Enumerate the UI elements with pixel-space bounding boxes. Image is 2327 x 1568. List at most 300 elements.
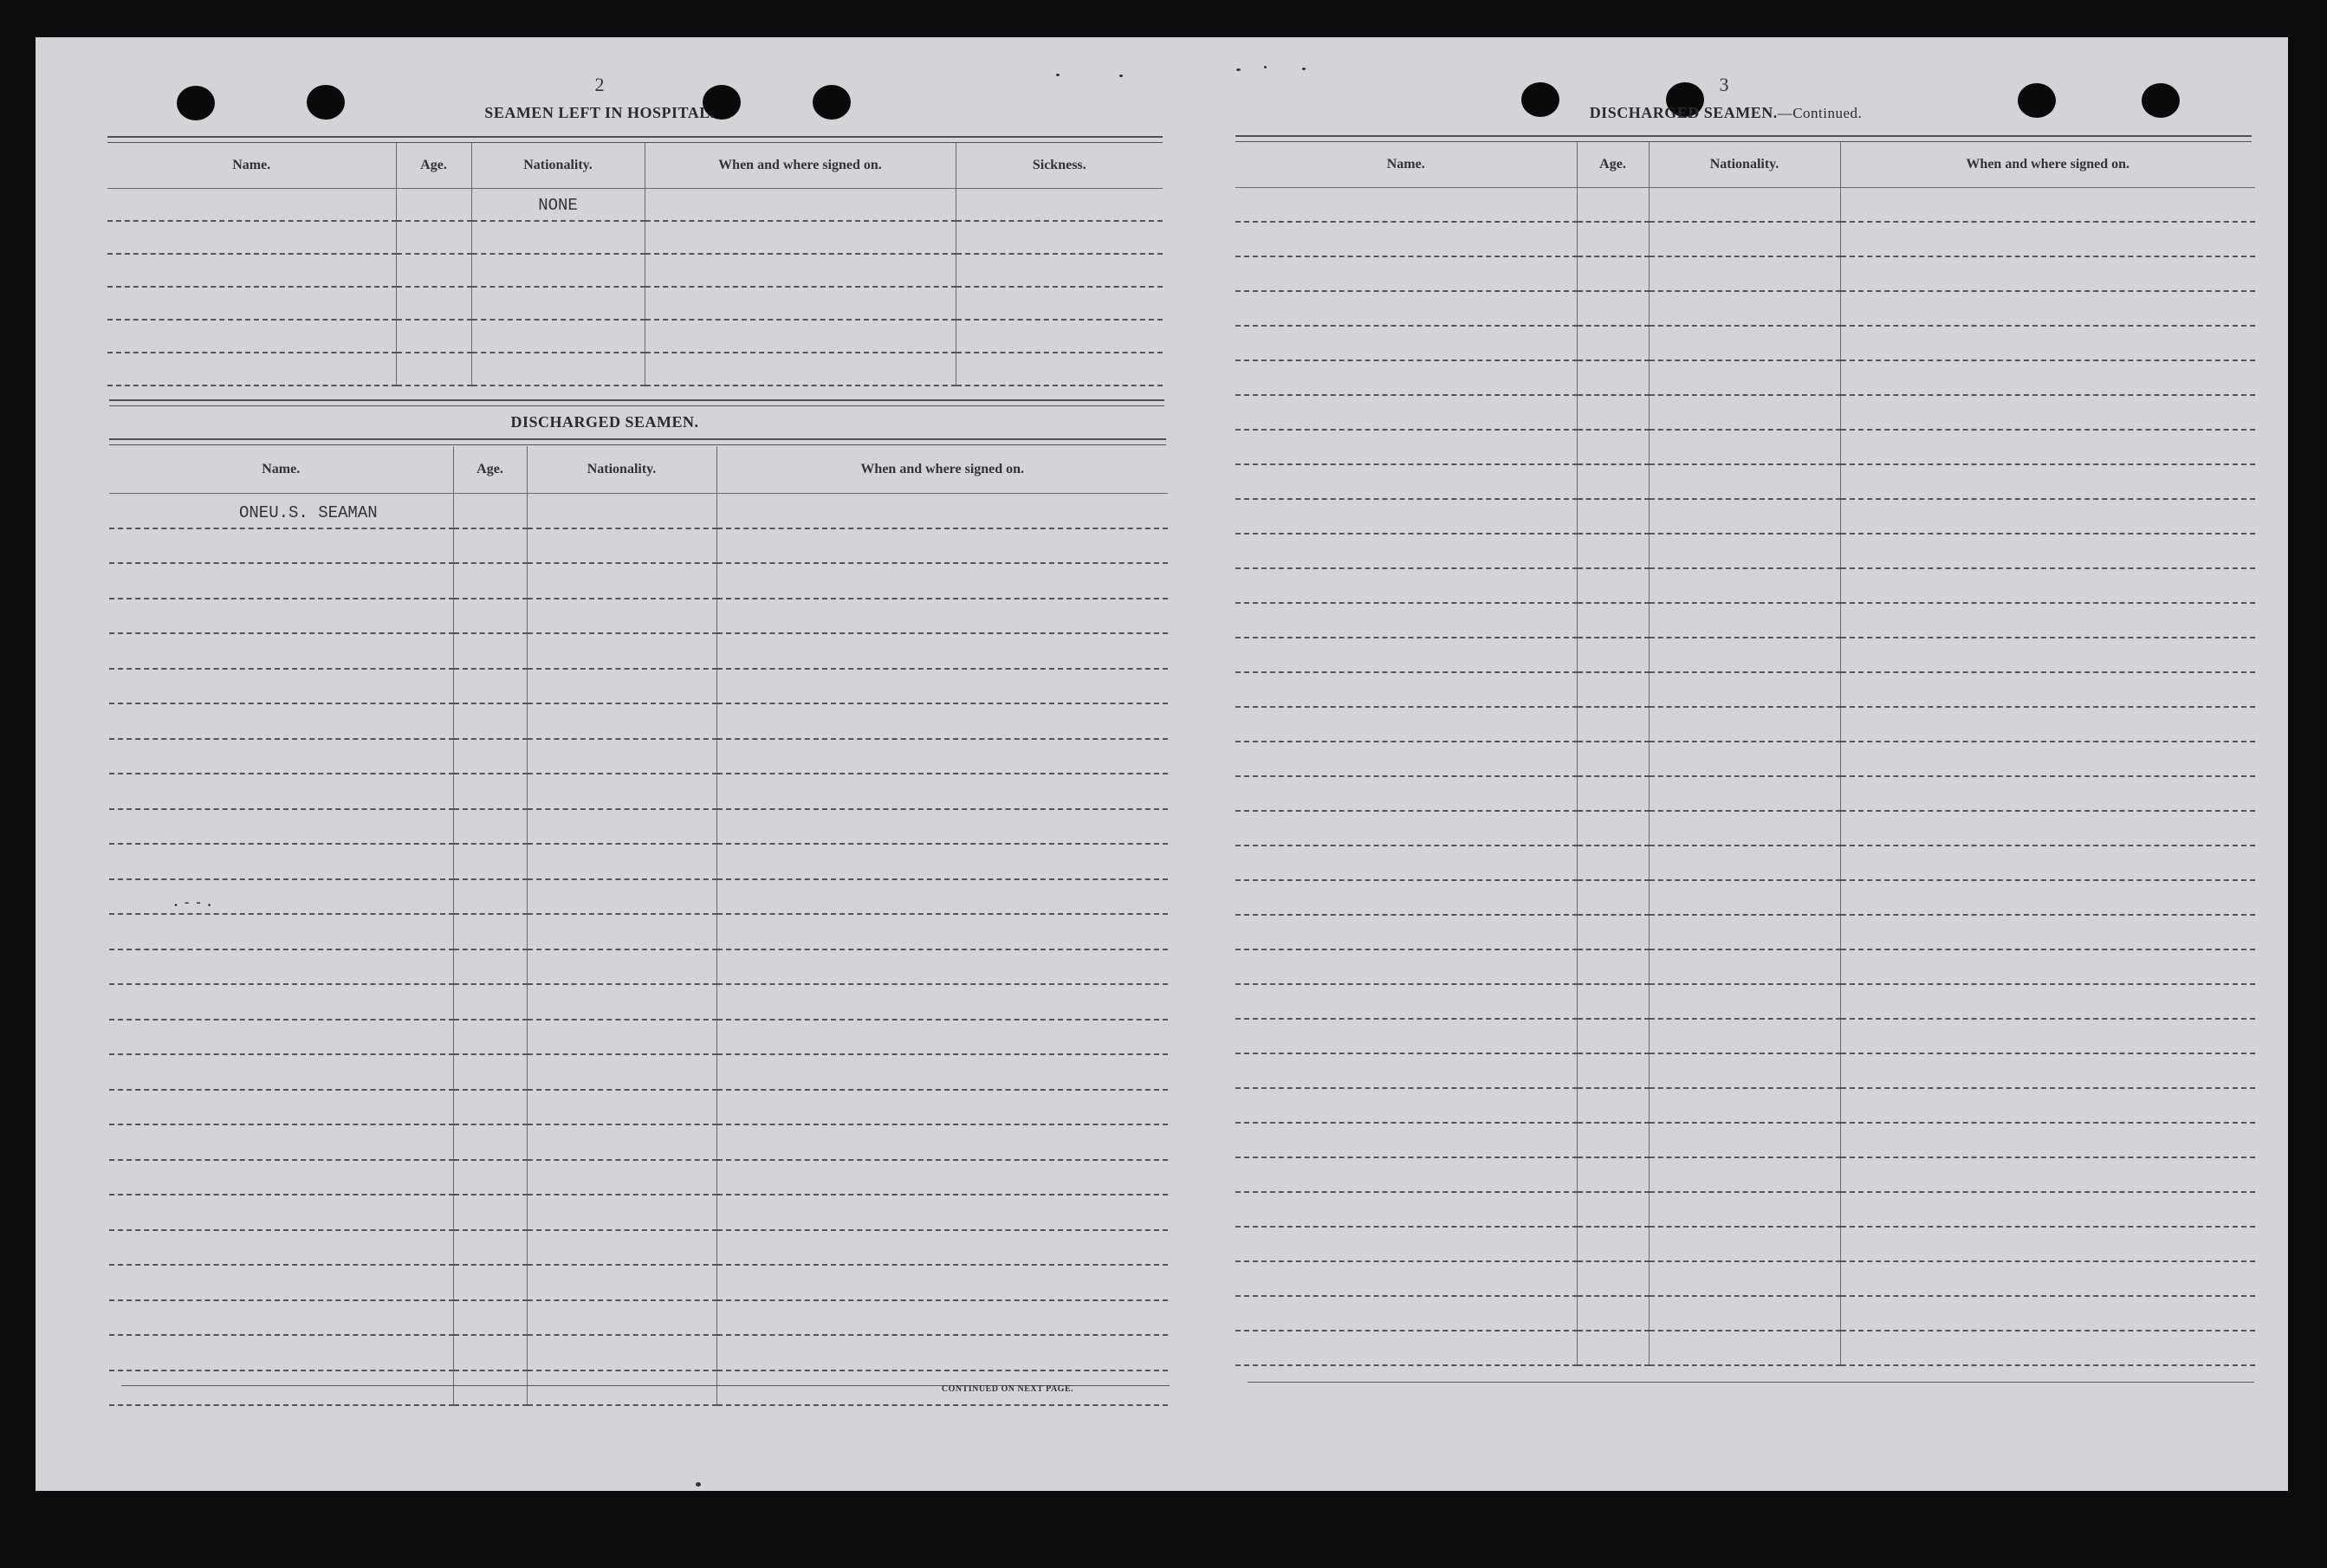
table-cell (716, 1230, 1168, 1266)
table-cell (645, 353, 956, 386)
table-cell (1649, 742, 1840, 776)
table-header-row (1235, 142, 2255, 187)
punch-hole (1521, 82, 1559, 117)
table-cell (1235, 915, 1577, 949)
table-cell (1649, 880, 1840, 915)
discharged-continued-title (1590, 104, 1863, 122)
table-row (109, 879, 1168, 915)
table-cell (1649, 1192, 1840, 1227)
page-number-left: 2 (594, 74, 605, 95)
table-cell (1235, 603, 1577, 638)
table-row (1235, 672, 2255, 707)
table-cell (453, 1124, 527, 1160)
table-cell (1577, 603, 1649, 638)
table-cell (1235, 672, 1577, 707)
table-cell (1235, 326, 1577, 360)
table-cell (107, 254, 396, 287)
table-cell (716, 703, 1168, 739)
table-cell (1649, 915, 1840, 949)
table-cell (1649, 187, 1840, 222)
table-cell (1649, 568, 1840, 603)
table-cell (716, 493, 1168, 528)
scan-speck (1056, 74, 1060, 76)
table-cell (109, 879, 453, 915)
table-row (1235, 984, 2255, 1019)
table-cell (1577, 187, 1649, 222)
table-cell (1235, 256, 1577, 291)
table-cell (527, 1090, 716, 1125)
table-cell (1840, 707, 2255, 742)
table-cell (1577, 707, 1649, 742)
table-cell (1577, 638, 1649, 672)
table-cell (1577, 499, 1649, 534)
table-cell (716, 774, 1168, 809)
table-cell (453, 633, 527, 669)
table-cell (716, 1054, 1168, 1090)
table-cell (1235, 1227, 1577, 1261)
table-cell (1577, 464, 1649, 499)
table-cell (1235, 638, 1577, 672)
column-header-sickness: Sickness. (956, 143, 1163, 188)
table-cell (1577, 915, 1649, 949)
table-cell (1840, 395, 2255, 430)
column-header-age: Age. (453, 446, 527, 493)
table-cell (453, 809, 527, 845)
table-cell (1577, 395, 1649, 430)
table-cell (956, 188, 1163, 221)
table-cell (1840, 534, 2255, 568)
table-cell (645, 287, 956, 320)
table-cell (396, 320, 471, 353)
table-cell (1235, 499, 1577, 534)
table-cell (1235, 222, 1577, 256)
table-cell (1840, 1227, 2255, 1261)
table-cell (1840, 915, 2255, 949)
table-cell (1577, 880, 1649, 915)
table-cell (453, 1300, 527, 1336)
table-cell (396, 254, 471, 287)
table-row (1235, 256, 2255, 291)
table-cell (527, 809, 716, 845)
table-cell (527, 669, 716, 704)
table-cell (453, 984, 527, 1020)
column-header-name: Name. (109, 446, 453, 493)
table-cell (453, 1335, 527, 1370)
table-cell (527, 774, 716, 809)
table-cell (716, 633, 1168, 669)
table-cell (645, 221, 956, 254)
table-cell (527, 1054, 716, 1090)
table-cell (1577, 1053, 1649, 1088)
table-cell (1235, 1053, 1577, 1088)
table-cell (453, 844, 527, 879)
table-cell (109, 774, 453, 809)
title-text: DISCHARGED SEAMEN. (1589, 104, 1778, 121)
table-cell (1577, 742, 1649, 776)
table-cell (1577, 1227, 1649, 1261)
table-cell (1649, 707, 1840, 742)
table-cell (956, 287, 1163, 320)
table-cell (453, 669, 527, 704)
table-cell (109, 493, 453, 528)
table-cell (107, 287, 396, 320)
table-cell (1840, 222, 2255, 256)
table-cell (1840, 187, 2255, 222)
table-cell (1235, 1157, 1577, 1192)
table-row (1235, 499, 2255, 534)
table-cell (527, 1230, 716, 1266)
table-cell (107, 320, 396, 353)
table-row (109, 739, 1168, 774)
table-cell (1235, 707, 1577, 742)
table-cell (716, 844, 1168, 879)
table-row (109, 1195, 1168, 1230)
table-row (1235, 915, 2255, 949)
table-cell (527, 1124, 716, 1160)
table-cell (1577, 846, 1649, 880)
table-cell (1649, 1088, 1840, 1123)
table-cell (1649, 534, 1840, 568)
table-cell (453, 599, 527, 634)
table-row (1235, 534, 2255, 568)
table-cell (1840, 1088, 2255, 1123)
table-row (109, 1020, 1168, 1055)
table-row (109, 914, 1168, 949)
table-cell (1649, 256, 1840, 291)
table-row (1235, 603, 2255, 638)
table-cell (1840, 672, 2255, 707)
table-cell (716, 809, 1168, 845)
table-cell (1840, 499, 2255, 534)
table-row (107, 353, 1163, 386)
table-cell (471, 221, 645, 254)
table-cell (1840, 291, 2255, 326)
table-row (109, 774, 1168, 809)
table-row (1235, 360, 2255, 395)
table-cell (453, 914, 527, 949)
table-row (109, 1124, 1168, 1160)
column-header-age: Age. (1577, 142, 1649, 187)
table-row (109, 1300, 1168, 1336)
table-cell (1577, 291, 1649, 326)
table-row (109, 599, 1168, 634)
table-cell (645, 188, 956, 221)
seamen-left-in-hospital-table (107, 143, 1163, 386)
table-row (109, 1160, 1168, 1195)
table-cell (1840, 1053, 2255, 1088)
table-cell (453, 703, 527, 739)
table-cell (956, 320, 1163, 353)
bottom-rule (1248, 1382, 2254, 1383)
table-cell (527, 984, 716, 1020)
table-cell (527, 493, 716, 528)
table-cell (716, 563, 1168, 599)
table-cell (1649, 395, 1840, 430)
table-cell (1577, 256, 1649, 291)
table-row (1235, 395, 2255, 430)
double-rule (1235, 135, 2252, 142)
table-cell (109, 563, 453, 599)
table-cell (1840, 1261, 2255, 1296)
table-cell (1649, 326, 1840, 360)
table-cell (109, 844, 453, 879)
table-cell (109, 739, 453, 774)
punch-hole (2142, 83, 2180, 118)
table-cell (1577, 1296, 1649, 1331)
table-cell (527, 599, 716, 634)
table-cell (109, 984, 453, 1020)
table-cell (1577, 222, 1649, 256)
table-cell (956, 221, 1163, 254)
double-rule (109, 399, 1164, 406)
table-cell (1577, 672, 1649, 707)
table-cell (1235, 1331, 1577, 1365)
table-cell (109, 1265, 453, 1300)
table-row (1235, 1019, 2255, 1053)
table-row (109, 1335, 1168, 1370)
table-row (109, 1054, 1168, 1090)
table-cell (1235, 1261, 1577, 1296)
table-cell (109, 1090, 453, 1125)
punch-hole (813, 85, 851, 120)
table-cell (1577, 1261, 1649, 1296)
table-cell (527, 844, 716, 879)
scan-speck (1119, 75, 1123, 77)
table-cell (1649, 1296, 1840, 1331)
table-cell (1840, 776, 2255, 811)
table-row (109, 703, 1168, 739)
table-cell (527, 633, 716, 669)
discharged-seamen-table (109, 446, 1168, 1406)
title-suffix: —Continued. (1777, 105, 1863, 121)
table-cell (453, 1195, 527, 1230)
table-cell (107, 188, 396, 221)
table-cell (453, 1020, 527, 1055)
table-cell (1840, 846, 2255, 880)
table-cell (109, 809, 453, 845)
table-cell (716, 984, 1168, 1020)
table-cell (716, 1124, 1168, 1160)
column-header-name: Name. (107, 143, 396, 188)
page-number-right: 3 (1719, 74, 1729, 95)
table-cell (109, 914, 453, 949)
punch-hole (307, 85, 345, 120)
table-cell (1649, 430, 1840, 464)
table-row (109, 563, 1168, 599)
continued-footnote: CONTINUED ON NEXT PAGE. (941, 1384, 1074, 1394)
table-cell (527, 914, 716, 949)
table-cell (1235, 776, 1577, 811)
table-cell (527, 1020, 716, 1055)
table-cell (527, 1370, 716, 1406)
table-cell (956, 254, 1163, 287)
table-cell (1235, 984, 1577, 1019)
table-cell (527, 1335, 716, 1370)
table-cell (109, 1230, 453, 1266)
table-cell (109, 669, 453, 704)
table-row (109, 493, 1168, 528)
table-cell (453, 528, 527, 564)
table-cell (1649, 949, 1840, 984)
table-cell (1649, 984, 1840, 1019)
cell-value: ONEU.S. SEAMAN (239, 502, 378, 522)
table-cell (109, 949, 453, 985)
table-row (109, 844, 1168, 879)
table-cell (1577, 984, 1649, 1019)
table-cell (527, 1160, 716, 1195)
table-cell (1840, 1019, 2255, 1053)
table-cell (1235, 880, 1577, 915)
table-row (1235, 880, 2255, 915)
table-row (1235, 1053, 2255, 1088)
table-cell (396, 188, 471, 221)
table-cell (716, 599, 1168, 634)
cell-value: NONE (538, 196, 578, 215)
table-row (109, 984, 1168, 1020)
table-cell (471, 254, 645, 287)
table-cell (109, 1020, 453, 1055)
table-cell (453, 879, 527, 915)
table-cell (396, 353, 471, 386)
table-cell (1649, 811, 1840, 846)
table-cell (1649, 1227, 1840, 1261)
column-header-signed-on: When and where signed on. (645, 143, 956, 188)
table-cell (453, 949, 527, 985)
table-cell (453, 774, 527, 809)
table-header-row (109, 446, 1168, 493)
table-row (109, 528, 1168, 564)
table-cell (645, 320, 956, 353)
table-cell (716, 1020, 1168, 1055)
table-row (1235, 949, 2255, 984)
punch-hole (2018, 83, 2056, 118)
table-row (1235, 1157, 2255, 1192)
table-cell (1649, 638, 1840, 672)
table-cell (716, 1090, 1168, 1125)
table-row (1235, 1296, 2255, 1331)
table-row (1235, 222, 2255, 256)
table-cell (1577, 1019, 1649, 1053)
table-cell (1649, 1123, 1840, 1157)
table-cell (527, 1195, 716, 1230)
table-cell (1649, 1261, 1840, 1296)
scan-speck (1302, 68, 1306, 70)
table-cell (1840, 603, 2255, 638)
table-row (1235, 1088, 2255, 1123)
table-cell (1649, 1157, 1840, 1192)
table-cell (645, 254, 956, 287)
table-cell (1235, 430, 1577, 464)
table-cell (1235, 464, 1577, 499)
table-cell (1577, 360, 1649, 395)
column-header-nationality: Nationality. (1649, 142, 1840, 187)
table-cell (1577, 949, 1649, 984)
table-cell (1840, 430, 2255, 464)
table-row (1235, 1331, 2255, 1365)
table-cell (1840, 742, 2255, 776)
table-cell (1235, 534, 1577, 568)
table-cell (527, 528, 716, 564)
table-cell (527, 739, 716, 774)
table-row (1235, 326, 2255, 360)
table-row (1235, 638, 2255, 672)
table-cell (527, 1300, 716, 1336)
table-row (109, 1230, 1168, 1266)
table-row (109, 1265, 1168, 1300)
table-cell (1840, 568, 2255, 603)
column-header-nationality: Nationality. (527, 446, 716, 493)
table-cell (453, 1265, 527, 1300)
table-cell (1840, 984, 2255, 1019)
table-cell (1840, 1123, 2255, 1157)
table-cell (107, 353, 396, 386)
column-header-signed-on: When and where signed on. (716, 446, 1168, 493)
scan-speck (1236, 68, 1241, 71)
table-row (1235, 742, 2255, 776)
table-cell (1577, 568, 1649, 603)
punch-hole (177, 86, 215, 120)
table-cell (1649, 846, 1840, 880)
hospital-section-title: SEAMEN LEFT IN HOSPITAL. (484, 104, 715, 121)
table-cell (453, 1230, 527, 1266)
table-cell (1649, 222, 1840, 256)
table-row (107, 254, 1163, 287)
table-row (1235, 568, 2255, 603)
table-row (1235, 1192, 2255, 1227)
table-cell (1235, 568, 1577, 603)
table-cell (1649, 1331, 1840, 1365)
table-cell (1577, 776, 1649, 811)
table-cell (1840, 1296, 2255, 1331)
table-cell (1235, 187, 1577, 222)
table-cell (716, 669, 1168, 704)
table-cell (1649, 291, 1840, 326)
table-cell (716, 1335, 1168, 1370)
table-cell (453, 739, 527, 774)
table-cell (109, 1300, 453, 1336)
column-header-name: Name. (1235, 142, 1577, 187)
scanned-ledger-spread (36, 37, 2288, 1491)
table-cell (956, 353, 1163, 386)
table-cell (471, 287, 645, 320)
table-row (109, 669, 1168, 704)
table-cell (109, 528, 453, 564)
table-row (1235, 707, 2255, 742)
table-cell (527, 1265, 716, 1300)
table-row (1235, 430, 2255, 464)
table-cell (1577, 1157, 1649, 1192)
table-cell (396, 287, 471, 320)
table-cell (1235, 395, 1577, 430)
table-cell (527, 949, 716, 985)
table-cell (527, 879, 716, 915)
table-cell (1840, 256, 2255, 291)
table-cell (716, 879, 1168, 915)
table-cell (1649, 1019, 1840, 1053)
table-cell (716, 528, 1168, 564)
table-cell (716, 1195, 1168, 1230)
table-cell (1840, 638, 2255, 672)
column-header-signed-on: When and where signed on. (1840, 142, 2255, 187)
table-cell (1577, 1123, 1649, 1157)
table-cell (109, 1370, 453, 1406)
table-cell (1235, 1088, 1577, 1123)
table-cell (527, 703, 716, 739)
table-cell (453, 1370, 527, 1406)
double-rule (109, 438, 1166, 445)
table-cell (1577, 811, 1649, 846)
table-cell (716, 1160, 1168, 1195)
